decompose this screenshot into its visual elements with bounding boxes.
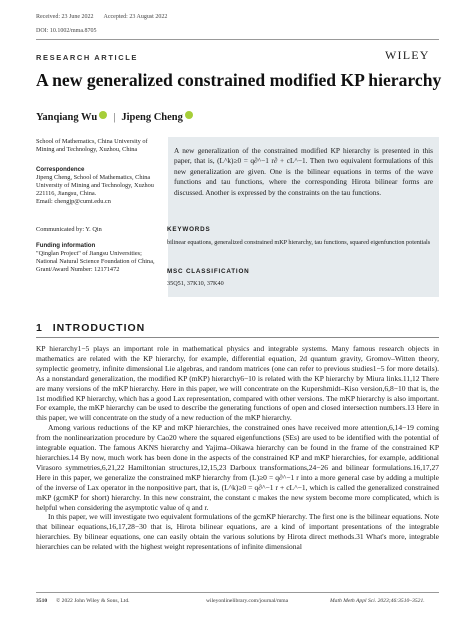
doi[interactable]: DOI: 10.1002/mma.8705 bbox=[36, 28, 97, 34]
page-number: 3510 bbox=[36, 598, 48, 604]
footer-divider bbox=[36, 592, 439, 593]
funding-label: Funding information bbox=[36, 242, 96, 249]
accepted-date: Accepted: 23 August 2022 bbox=[103, 14, 168, 20]
msc-label: MSC CLASSIFICATION bbox=[167, 268, 250, 275]
author-separator: | bbox=[113, 112, 116, 123]
keywords-label: KEYWORDS bbox=[167, 226, 211, 233]
msc-text: 35Q51, 37K10, 37K40 bbox=[167, 280, 224, 287]
abstract-text: A new generalization of the constrained modified KP hierarchy is presented in this paper, that is, (L^k)≥0 = q∂^−1 r∂ + cL^−1. Then two equivalent formulations of this new generalization are given. One is the bilinear equations in terms of the wave functions and tau functions, where the corresponding Hirota bilinear forms are discussed. Another is expressed by the constraints on the tau functions. bbox=[174, 146, 433, 197]
correspondence-email[interactable]: Email: chengjp@cumt.edu.cn bbox=[36, 198, 111, 205]
paragraph: KP hierarchy1−5 plays an important role in mathematical physics and integrable systems. Many famous research objects in mathematics are related with the KP hierarchy, for example, differential equation, 2d quantum gravity, Gromov–Witten theory, symplectic geometry, infinite dimensional Lie algebras, and random matrices (one can refer to previous studies1−5 for more details). As a nonstandard generalization, the modified KP (mKP) hierarchy6−10 is related with the KP hierarchy by Miura links.11,12 There are many versions of the mKP hierarchy. Here in this paper, we will concentrate on the Kupershmidt–Kiso version,6,8−10 that is, the 1st modified KP hierarchy, which has a good Lax representation, compared with other versions. The mKP hierarchy is also important. For example, the mKP hierarchy can be used to describe the generating functions of open and closed intersection numbers.13 Here in this paper, we will concentrate on the study of a new reduction of the mKP hierarchy. bbox=[36, 344, 439, 423]
paragraph: Among various reductions of the KP and mKP hierarchies, the constrained ones have received more attention,6,14−19 coming from the nonlinearization procedure by Cao20 where the squared eigenfunctions (SEs) are used to be identified with the potential of integrable equation. The famous AKNS hierarchy and Yajima–Oikawa hierarchy can be found in the frame of the constrained KP hierarchies.14 By now, much work has been done in the aspects of the constrained KP and mKP hierarchies, for example, additional Virasoro symmetries,6,21,22 Hamiltonian structures,12,15,23 Darboux transformations,24−26 and bilinear formulations.16,17,27 Here in this paper, we generalize the constrained mKP hierarchy from (L)≥0 = q∂^−1 r into a more general case by adding a multiple of the inverse of Lax operator in the nonpositive part, that is, (L^k)≥0 = q∂^−1 r + cL^−1, which is called the generalized constrained mKP (gcmKP for short) hierarchy. In this new constraint, the constant c makes the new system become more complicated, which is helpful when considering the asymptotic value of q and r. bbox=[36, 423, 439, 512]
orcid-icon[interactable] bbox=[99, 111, 107, 119]
received-date: Received: 23 June 2022 bbox=[36, 14, 94, 20]
orcid-icon[interactable] bbox=[185, 111, 193, 119]
body-text bbox=[36, 344, 439, 552]
correspondence-label: Correspondence bbox=[36, 166, 85, 173]
section-title: INTRODUCTION bbox=[52, 322, 146, 334]
article-dates bbox=[36, 14, 167, 20]
correspondence-block bbox=[36, 166, 161, 206]
journal-url[interactable]: wileyonlinelibrary.com/journal/mma bbox=[206, 598, 289, 604]
copyright: © 2022 John Wiley & Sons, Ltd. bbox=[56, 598, 130, 604]
correspondence-text: Jipeng Cheng, School of Mathematics, China University of Mining and Technology, Xuzhou 221116, Jiangsu, China. bbox=[36, 174, 154, 197]
author-list bbox=[36, 111, 193, 123]
communicated-by: Communicated by: Y. Qin bbox=[36, 226, 102, 233]
author-name[interactable]: Jipeng Cheng bbox=[121, 112, 183, 123]
affiliation: School of Mathematics, China University of Mining and Technology, Xuzhou, China bbox=[36, 138, 148, 153]
paragraph: In this paper, we will investigate two equivalent formulations of the gcmKP hierarchy. The first one is the bilinear equations. Note that bilinear equations,16,17,28−30 that is, Hirota bilinear equations, are a kind of important presentations of the integrable hierarchies. By bilinear equations, one can easily obtain the various solutions by Hirota direct methods.31 What's more, integrable hierarchies can be related with the highest weight representations of infinite dimensional bbox=[36, 512, 439, 552]
header-divider bbox=[36, 39, 439, 40]
funding-text: "Qinglan Project" of Jiangsu Universities; National Natural Science Foundation of China, Grant/Award Number: 12171472 bbox=[36, 250, 155, 273]
publisher-logo: WILEY bbox=[385, 48, 430, 62]
citation: Math Meth Appl Sci. 2023;46:3510–3521. bbox=[330, 598, 425, 604]
section-heading bbox=[36, 322, 145, 334]
page-title: A new generalized constrained modified KP hierarchy bbox=[36, 70, 442, 90]
section-number: 1 bbox=[36, 322, 43, 334]
article-type: RESEARCH ARTICLE bbox=[36, 53, 138, 62]
author-name[interactable]: Yanqiang Wu bbox=[36, 112, 98, 123]
keywords-text: bilinear equations, generalized constrained mKP hierarchy, tau functions, squared eigenfunction potentials bbox=[167, 239, 431, 246]
section-divider bbox=[36, 337, 439, 338]
funding-block bbox=[36, 242, 161, 274]
